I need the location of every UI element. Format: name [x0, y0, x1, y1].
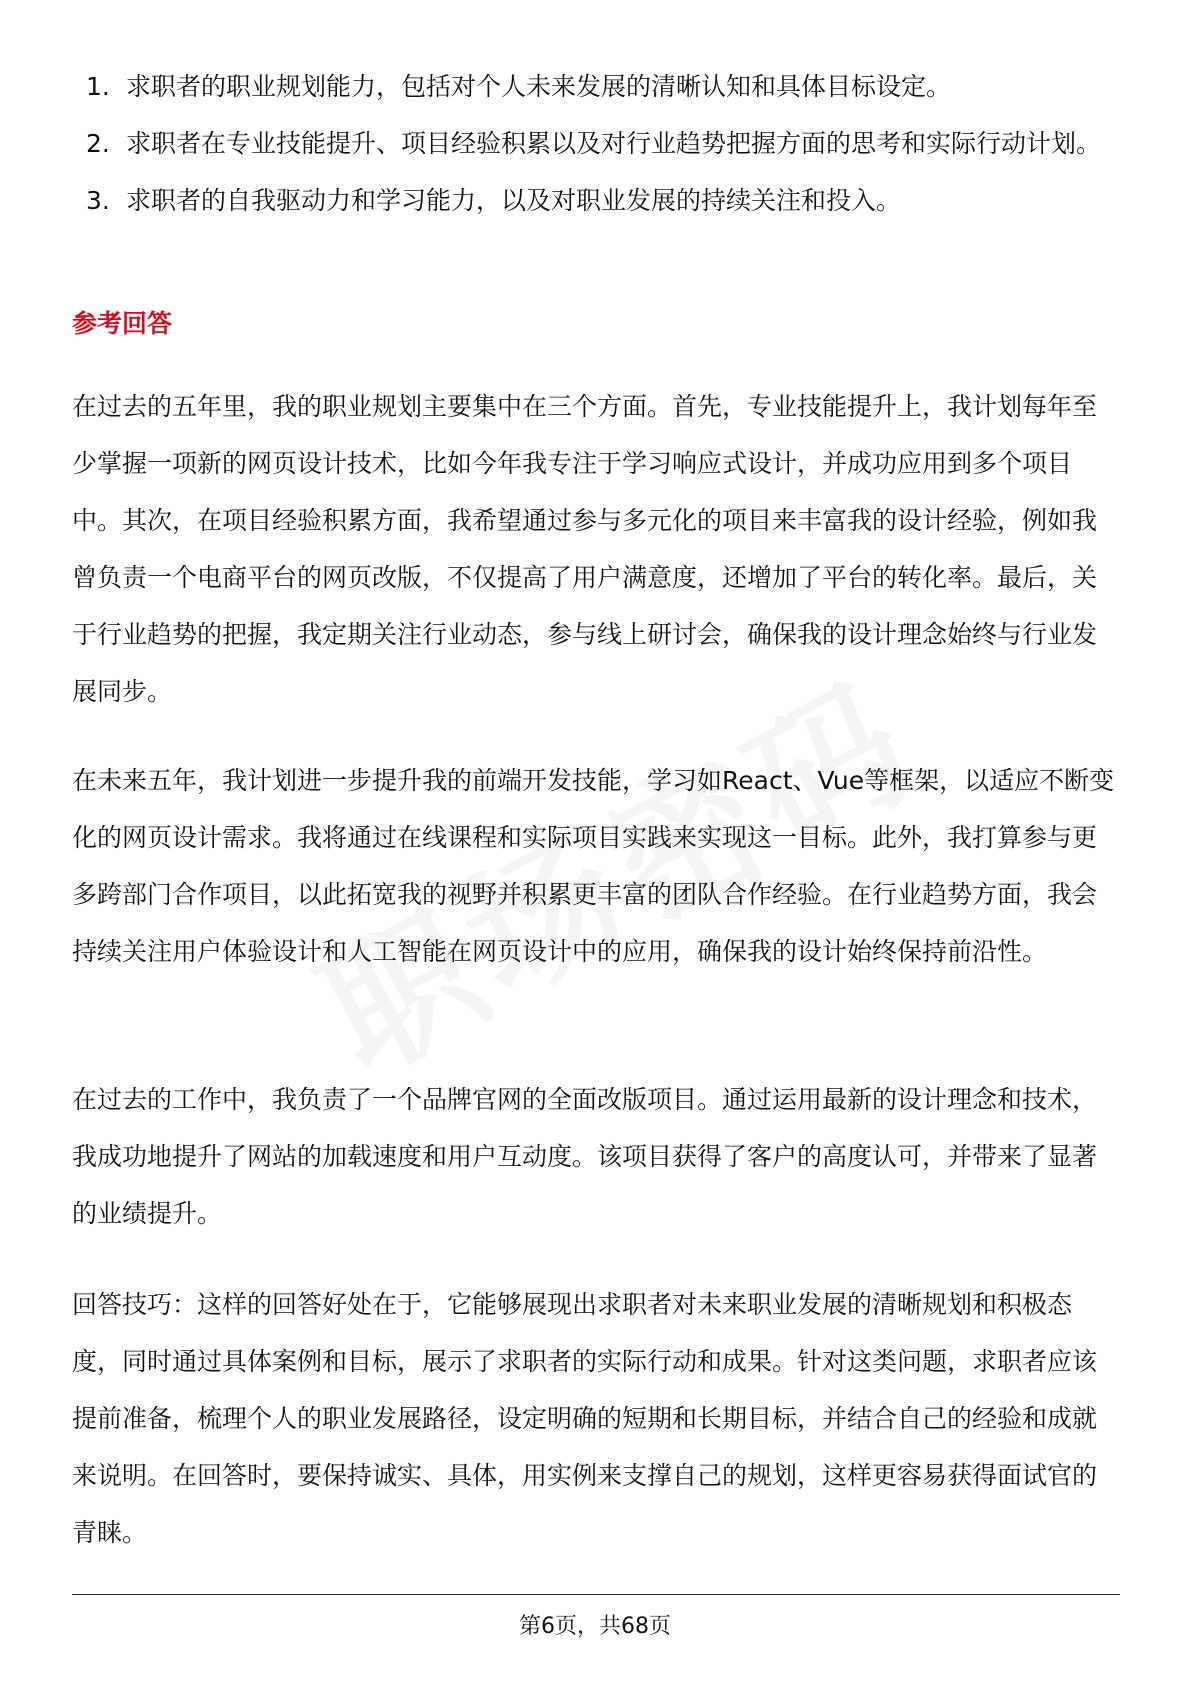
list-item-number: 1. — [86, 72, 110, 101]
list-item-text: 求职者的自我驱动力和学习能力，以及对职业发展的持续关注和投入。 — [126, 186, 902, 215]
page-number: 第6页，共68页 — [519, 1614, 671, 1639]
section-heading: 参考回答 — [72, 309, 173, 338]
list-item — [72, 172, 1112, 229]
list-item — [72, 58, 1112, 115]
list-item — [72, 115, 1112, 172]
list-item-number: 3. — [86, 186, 110, 215]
answer-paragraph: 在过去的工作中，我负责了一个品牌官网的全面改版项目。通过运用最新的设计理念和技术，我成功地提升了网站的加载速度和用户互动度。该项目获得了客户的高度认可，并带来了显著的业绩提升。 — [72, 1085, 1098, 1228]
list-item-text: 求职者在专业技能提升、项目经验积累以及对行业趋势把握方面的思考和实际行动计划。 — [126, 129, 1102, 158]
answer-paragraph: 在过去的五年里，我的职业规划主要集中在三个方面。首先，专业技能提升上，我计划每年至少掌握一项新的网页设计技术，比如今年我专注于学习响应式设计，并成功应用到多个项目中。其次，在项目经验积累方面，我希望通过参与多元化的项目来丰富我的设计经验，例如我曾负责一个电商平台的网页改版，不仅提高了用户满意度，还增加了平台的转化率。最后，关于行业趋势的把握，我定期关注行业动态，参与线上研讨会，确保我的设计理念始终与行业发展同步。 — [72, 392, 1098, 706]
list-item-text: 求职者的职业规划能力，包括对个人未来发展的清晰认知和具体目标设定。 — [126, 72, 952, 101]
answer-paragraph: 在未来五年，我计划进一步提升我的前端开发技能，学习如React、Vue等框架，以适应不断变化的网页设计需求。我将通过在线课程和实际项目实践来实现这一目标。此外，我打算参与更多跨部门合作项目，以此拓宽我的视野并积累更丰富的团队合作经验。在行业趋势方面，我会持续关注用户体验设计和人工智能在网页设计中的应用，确保我的设计始终保持前沿性。 — [72, 766, 1115, 966]
tips-paragraph: 回答技巧：这样的回答好处在于，它能够展现出求职者对未来职业发展的清晰规划和积极态度，同时通过具体案例和目标，展示了求职者的实际行动和成果。针对这类问题，求职者应该提前准备，梳理个人的职业发展路径，设定明确的短期和长期目标，并结合自己的经验和成就来说明。在回答时，要保持诚实、具体，用实例来支撑自己的规划，这样更容易获得面试官的青睐。 — [72, 1290, 1098, 1547]
list-item-number: 2. — [86, 129, 110, 158]
footer-divider — [72, 1594, 1120, 1595]
criteria-list — [72, 58, 1112, 229]
